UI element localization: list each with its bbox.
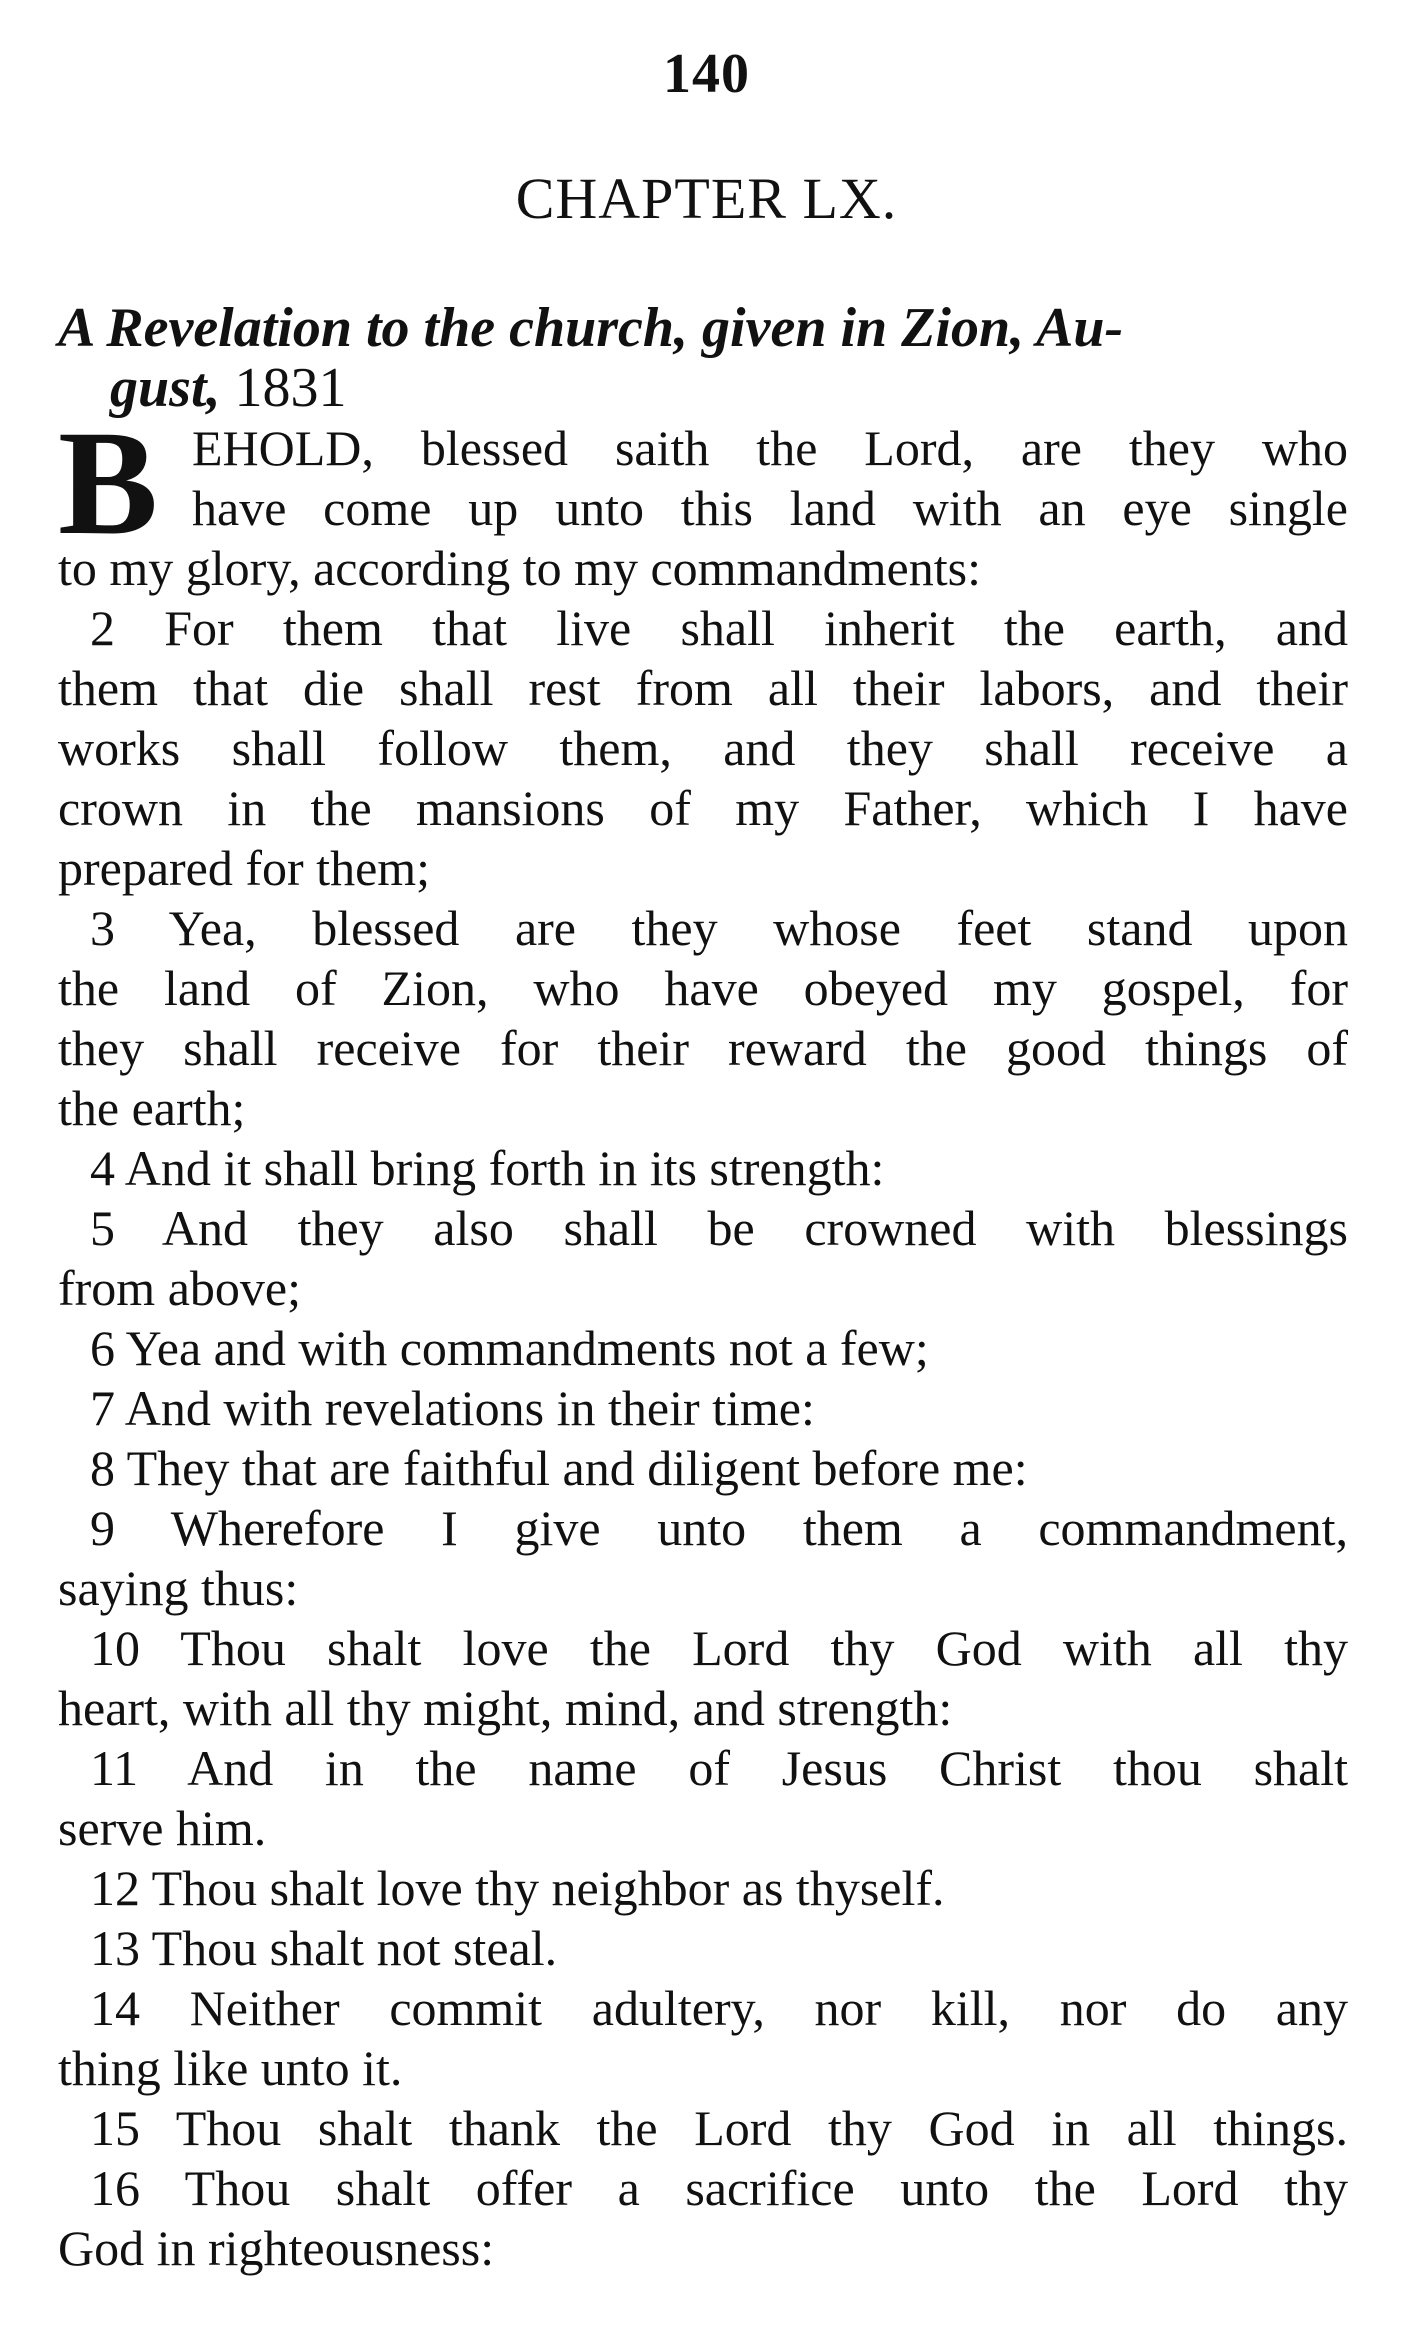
verse-line: 4 And it shall bring forth in its strength: <box>90 1140 885 1196</box>
verse-line: from above; <box>58 1260 301 1316</box>
verse-line: to my glory, according to my commandments: <box>58 540 981 596</box>
verse-line: prepared for them; <box>58 840 431 896</box>
revelation-heading-text: A Revelation to the church, given in Zion, Au- <box>58 297 1124 359</box>
verse-line: works shall follow them, and they shall receive a <box>58 720 1348 776</box>
verse-line: 5 And they also shall be crowned with blessings <box>90 1200 1348 1256</box>
revelation-heading-year: 1831 <box>220 357 347 419</box>
verse-line: them that die shall rest from all their labors, and their <box>58 660 1348 716</box>
verse-line: 9 Wherefore I give unto them a commandment, <box>90 1500 1348 1556</box>
verse-line: 15 Thou shalt thank the Lord thy God in all things. <box>90 2100 1348 2156</box>
verse-line: serve him. <box>58 1800 267 1856</box>
verse-line: 7 And with revelations in their time: <box>90 1380 815 1436</box>
verse-line: 11 And in the name of Jesus Christ thou shalt <box>90 1740 1348 1796</box>
verse-line: 14 Neither commit adultery, nor kill, nor do any <box>90 1980 1348 2036</box>
verse-line: 12 Thou shalt love thy neighbor as thyself. <box>90 1860 945 1916</box>
verse-line: EHOLD, blessed saith the Lord, are they who <box>192 420 1348 476</box>
verse-line: 6 Yea and with commandments not a few; <box>90 1320 929 1376</box>
verse-line: 13 Thou shalt not steal. <box>90 1920 558 1976</box>
verse-line: they shall receive for their reward the good things of <box>58 1020 1348 1076</box>
verse-line: the earth; <box>58 1080 246 1136</box>
verse-line: saying thus: <box>58 1560 299 1616</box>
verse-line: have come up unto this land with an eye single <box>192 480 1348 536</box>
revelation-heading-line-1 <box>58 298 1348 358</box>
verse-line: crown in the mansions of my Father, which I have <box>58 780 1348 836</box>
verse-line: 10 Thou shalt love the Lord thy God with all thy <box>90 1620 1348 1676</box>
verse-line: the land of Zion, who have obeyed my gospel, for <box>58 960 1348 1016</box>
chapter-title: CHAPTER LX. <box>515 166 898 231</box>
verse-line: God in righteousness: <box>58 2220 495 2276</box>
verse-line: thing like unto it. <box>58 2040 403 2096</box>
verse-line: 16 Thou shalt offer a sacrifice unto the Lord thy <box>90 2160 1348 2216</box>
verse-line: 2 For them that live shall inherit the earth, and <box>90 600 1348 656</box>
page-number: 140 <box>663 43 750 105</box>
verse-line: heart, with all thy might, mind, and strength: <box>58 1680 953 1736</box>
verse-line: 8 They that are faithful and diligent before me: <box>90 1440 1028 1496</box>
drop-cap-letter: B <box>58 400 159 566</box>
revelation-heading-month: gust, <box>110 357 221 419</box>
revelation-heading-line-2 <box>110 358 1400 418</box>
verse-line: 3 Yea, blessed are they whose feet stand upon <box>90 900 1348 956</box>
